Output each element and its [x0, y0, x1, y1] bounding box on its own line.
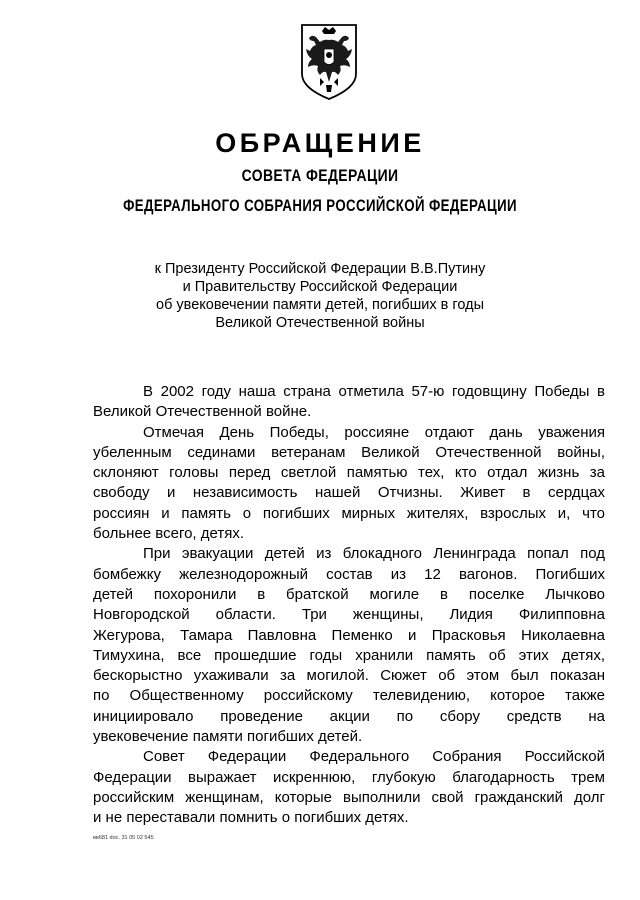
document-body [93, 382, 605, 829]
paragraph-line: Совет Федерации Федерального Собрания Российской [143, 748, 605, 766]
paragraph-line: увековечение памяти погибших детей. [93, 728, 363, 746]
addressee-line: к Президенту Российской Федерации В.В.Путину [154, 261, 486, 277]
paragraph-line: Жегурова, Тамара Павловна Пеменко и Прасковья Николаевна [93, 626, 605, 644]
paragraph-line: детей похоронили в братской могиле в поселке Лычково [93, 585, 605, 603]
paragraph-line: Тимухина, все прошедшие годы хранили память об этих детях, [93, 646, 605, 664]
paragraph-line: свободу и независимость нашей Отчизны. Живет в сердцах [93, 484, 605, 502]
paragraph-line: инициировало проведение акции по сбору средств на [93, 707, 605, 725]
paragraph [93, 544, 605, 747]
paragraph-line: больнее всего, детях. [93, 525, 245, 543]
double-headed-eagle-icon [298, 22, 360, 102]
paragraph-line: Федерации выражает искреннюю, глубокую благодарность трем [93, 768, 605, 786]
addressee-block [0, 260, 640, 332]
addressee-line: об увековечении памяти детей, погибших в годы [156, 297, 484, 313]
paragraph-line: россиян и память о погибших мирных жителях, взрослых и, что [93, 504, 605, 522]
paragraph-line: В 2002 году наша страна отметила 57-ю годовщину Победы в [143, 383, 605, 400]
paragraph [93, 747, 605, 828]
document-reference: вв681 doc. 31 05 02 545 [93, 835, 154, 841]
document-subtitle-assembly: ФЕДЕРАЛЬНОГО СОБРАНИЯ РОССИЙСКОЙ ФЕДЕРАЦИИ [123, 196, 517, 215]
paragraph [93, 423, 605, 545]
paragraph-line: бомбежку железнодорожный состав из 12 вагонов. Погибших [93, 565, 605, 583]
paragraph-line: бескорыстно ухаживали за могилой. Сюжет об этом был показан [93, 667, 605, 685]
paragraph-line: и не переставали помнить о погибших детях. [93, 809, 409, 827]
paragraph-line: убеленным сединами ветеранам Великой Отечественной войны, [93, 443, 605, 461]
paragraph-line: по Общественному российскому телевидению, которое также [93, 687, 605, 705]
paragraph-line: Великой Отечественной войне. [93, 403, 312, 421]
document-subtitle-council: СОВЕТА ФЕДЕРАЦИИ [241, 166, 399, 185]
addressee-line: Великой Отечественной войны [215, 315, 425, 331]
paragraph-line: склоняют головы перед светлой памятью тех, кто отдал жизнь за [93, 464, 605, 482]
paragraph-line: Новгородской области. Три женщины, Лидия Филипповна [93, 606, 605, 624]
addressee-line: и Правительству Российской Федерации [182, 279, 458, 295]
paragraph-line: российским женщинам, которые выполнили свой гражданский долг [93, 788, 605, 806]
paragraph-line: Отмечая День Победы, россияне отдают дань уважения [143, 423, 605, 441]
document-title: ОБРАЩЕНИЕ [215, 128, 425, 158]
paragraph [93, 382, 605, 423]
paragraph-line: При эвакуации детей из блокадного Ленинграда попал под [143, 545, 605, 563]
